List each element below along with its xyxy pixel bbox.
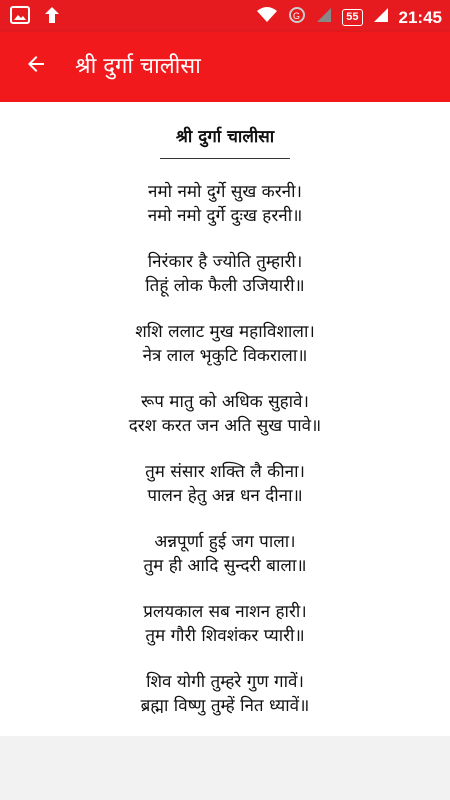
title-divider [160, 158, 290, 159]
upload-arrow-icon [44, 6, 60, 28]
verse [0, 250, 450, 298]
verse-line: पालन हेतु अन्न धन दीना॥ [147, 486, 303, 506]
data-saver-icon [288, 6, 306, 29]
wifi-icon [256, 6, 278, 29]
verse-line: ब्रह्मा विष्णु तुम्हें नित ध्यावें॥ [140, 696, 310, 716]
verse [0, 460, 450, 508]
verse-line: शशि ललाट मुख महाविशाला। [135, 322, 315, 342]
verse-line: नेत्र लाल भृकुटि विकराला॥ [142, 346, 308, 366]
battery-badge: 55 [342, 9, 362, 26]
verse [0, 530, 450, 578]
verse-line: तुम ही आदि सुन्दरी बाला॥ [143, 556, 307, 576]
verse [0, 320, 450, 368]
verse-line: नमो नमो दुर्गे सुख करनी। [148, 182, 302, 202]
verse-line: शिव योगी तुम्हरे गुण गावें। [146, 672, 304, 692]
app-title: श्री दुर्गा चालीसा [75, 54, 201, 79]
verse-line: दरश करत जन अति सुख पावे॥ [128, 416, 322, 436]
svg-text:G: G [293, 11, 301, 21]
verse [0, 390, 450, 438]
status-bar [0, 0, 450, 32]
back-button[interactable] [14, 44, 58, 88]
bottom-area [0, 736, 450, 800]
arrow-left-icon [24, 52, 48, 80]
status-bar-right [256, 6, 442, 29]
poem-title: श्री दुर्गा चालीसा [175, 127, 275, 147]
verse-line: प्रलयकाल सब नाशन हारी। [143, 602, 307, 622]
verse-line: अन्नपूर्णा हुई जग पाला। [154, 532, 296, 552]
verse-line: तुम संसार शक्ति लै कीना। [145, 462, 305, 482]
signal-icon [373, 6, 389, 29]
verse [0, 180, 450, 228]
verse-list [0, 180, 450, 786]
verse-line: तुम गौरी शिवशंकर प्यारी॥ [145, 626, 305, 646]
verse [0, 670, 450, 718]
chalisa-content[interactable] [0, 102, 450, 736]
verse-line: निरंकार है ज्योति तुम्हारी। [147, 252, 303, 272]
status-time: 21:45 [398, 7, 442, 27]
image-icon [10, 6, 30, 28]
verse-line: नमो नमो दुर्गे दुःख हरनी॥ [147, 206, 303, 226]
verse [0, 600, 450, 648]
status-bar-left [10, 6, 60, 28]
verse-line: रूप मातु को अधिक सुहावे। [141, 392, 309, 412]
signal-off-icon [316, 6, 332, 29]
verse-line: तिहूं लोक फैली उजियारी॥ [145, 276, 305, 296]
app-bar [0, 32, 450, 102]
